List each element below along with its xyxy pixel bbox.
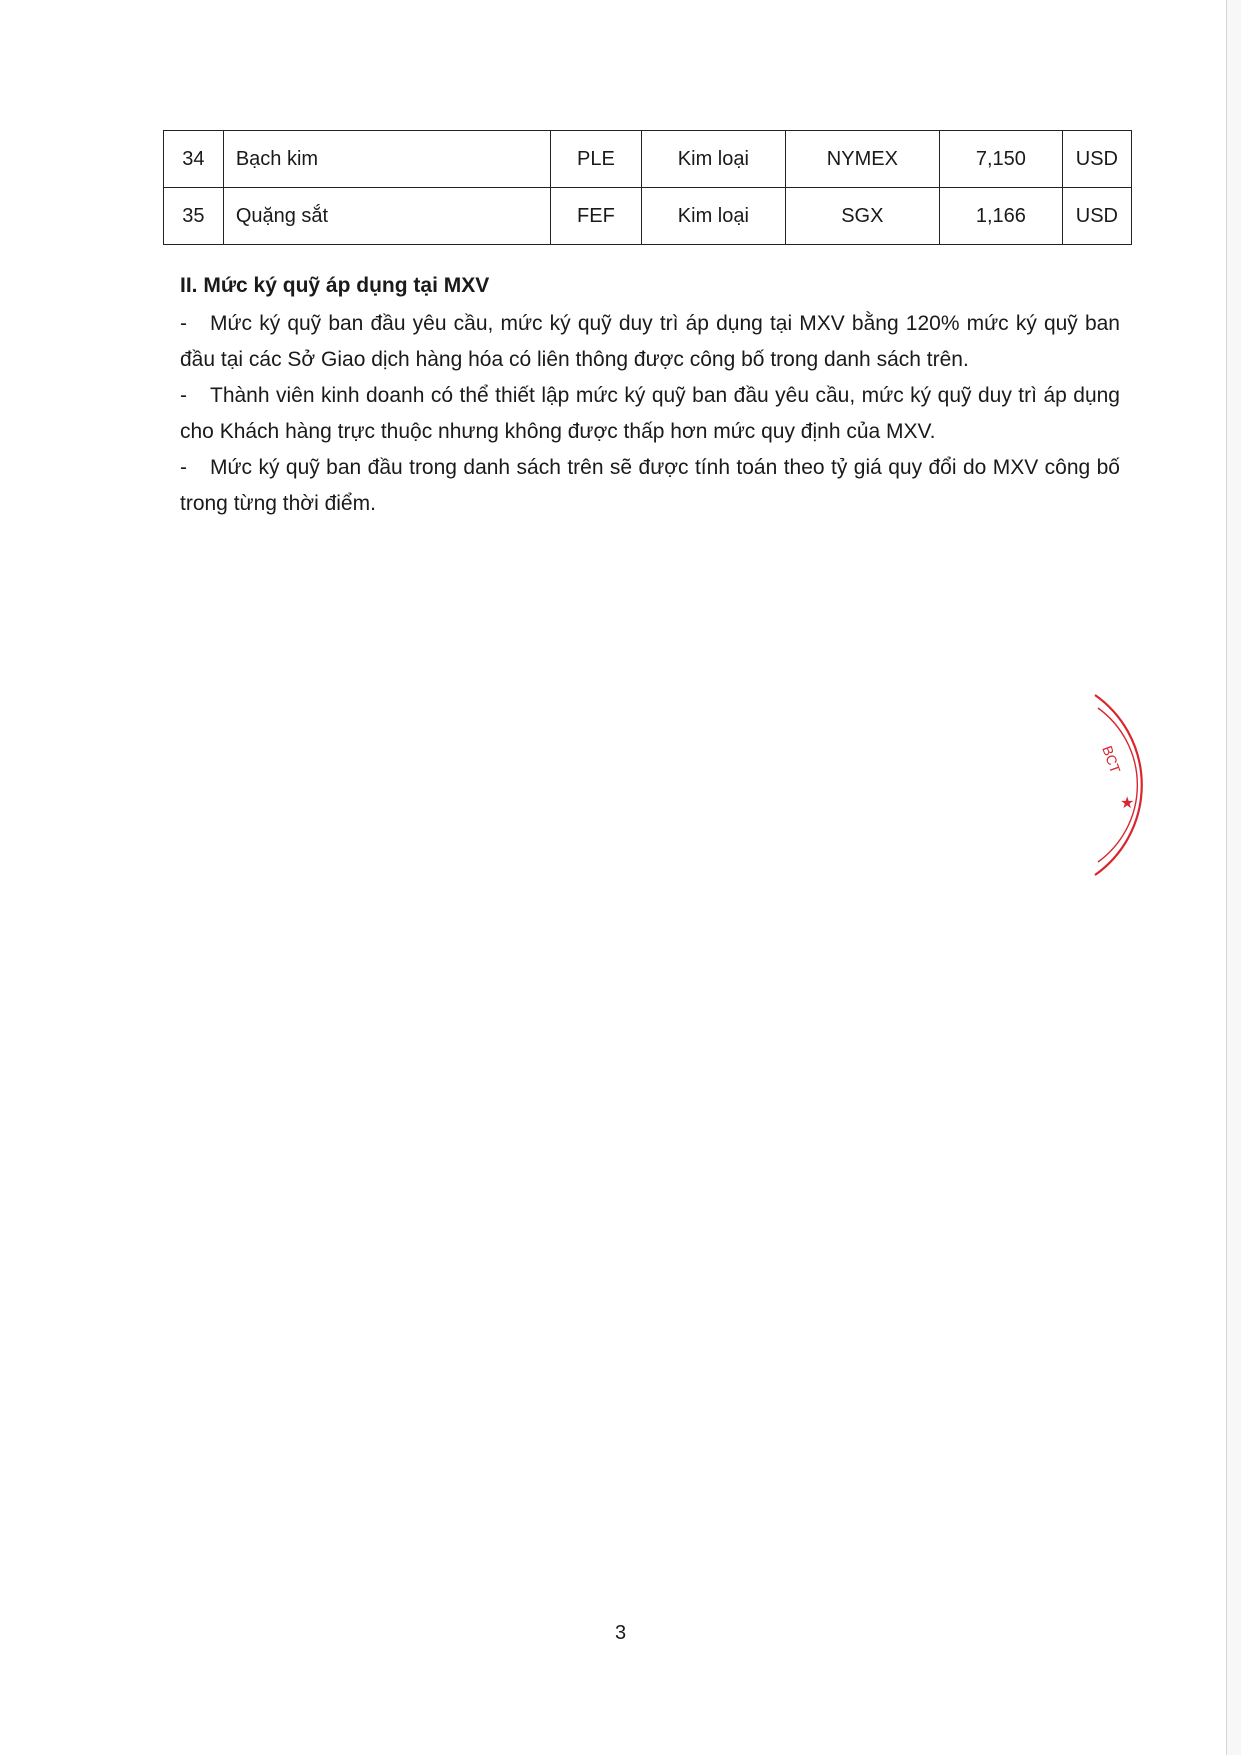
svg-text:BCT: BCT [1099,743,1124,776]
cell-stt: 35 [164,188,224,245]
table-row [164,131,1132,188]
page-number: 3 [614,1622,627,1644]
cell-exchange: NYMEX [785,131,939,188]
cell-code: FEF [550,188,641,245]
cell-code: PLE [550,131,641,188]
bullet-text: Mức ký quỹ ban đầu trong danh sách trên sẽ được tính toán theo tỷ giá quy đổi do MXV công bố trong từng thời điểm. [180,456,1120,515]
section-heading: II. Mức ký quỹ áp dụng tại MXV [180,274,490,297]
page-edge [1226,0,1241,1755]
cell-group: Kim loại [642,131,786,188]
cell-margin: 1,166 [940,188,1063,245]
cell-group: Kim loại [642,188,786,245]
bullet-text: Mức ký quỹ ban đầu yêu cầu, mức ký quỹ duy trì áp dụng tại MXV bằng 120% mức ký quỹ ban đầu tại các Sở Giao dịch hàng hóa có liên thông được công bố trong danh sách trên. [180,312,1120,371]
cell-currency: USD [1062,188,1131,245]
cell-commodity-name: Quặng sắt [223,188,550,245]
cell-commodity-name: Bạch kim [223,131,550,188]
bullet-dash: - [180,384,187,407]
cell-stt: 34 [164,131,224,188]
bullet-dash: - [180,456,187,479]
bullet-item [180,378,1120,450]
bullet-text: Thành viên kinh doanh có thể thiết lập mức ký quỹ ban đầu yêu cầu, mức ký quỹ duy trì áp dụng cho Khách hàng trực thuộc nhưng không được thấp hơn mức quy định của MXV. [180,384,1120,443]
red-seal-stamp [1080,690,1150,880]
margin-section [180,268,1120,522]
bullet-item [180,306,1120,378]
cell-currency: USD [1062,131,1131,188]
bullet-dash: - [180,312,187,335]
cell-margin: 7,150 [940,131,1063,188]
bullet-item [180,450,1120,522]
svg-text:★: ★ [1120,795,1135,812]
table-row [164,188,1132,245]
cell-exchange: SGX [785,188,939,245]
margin-table [163,130,1132,245]
